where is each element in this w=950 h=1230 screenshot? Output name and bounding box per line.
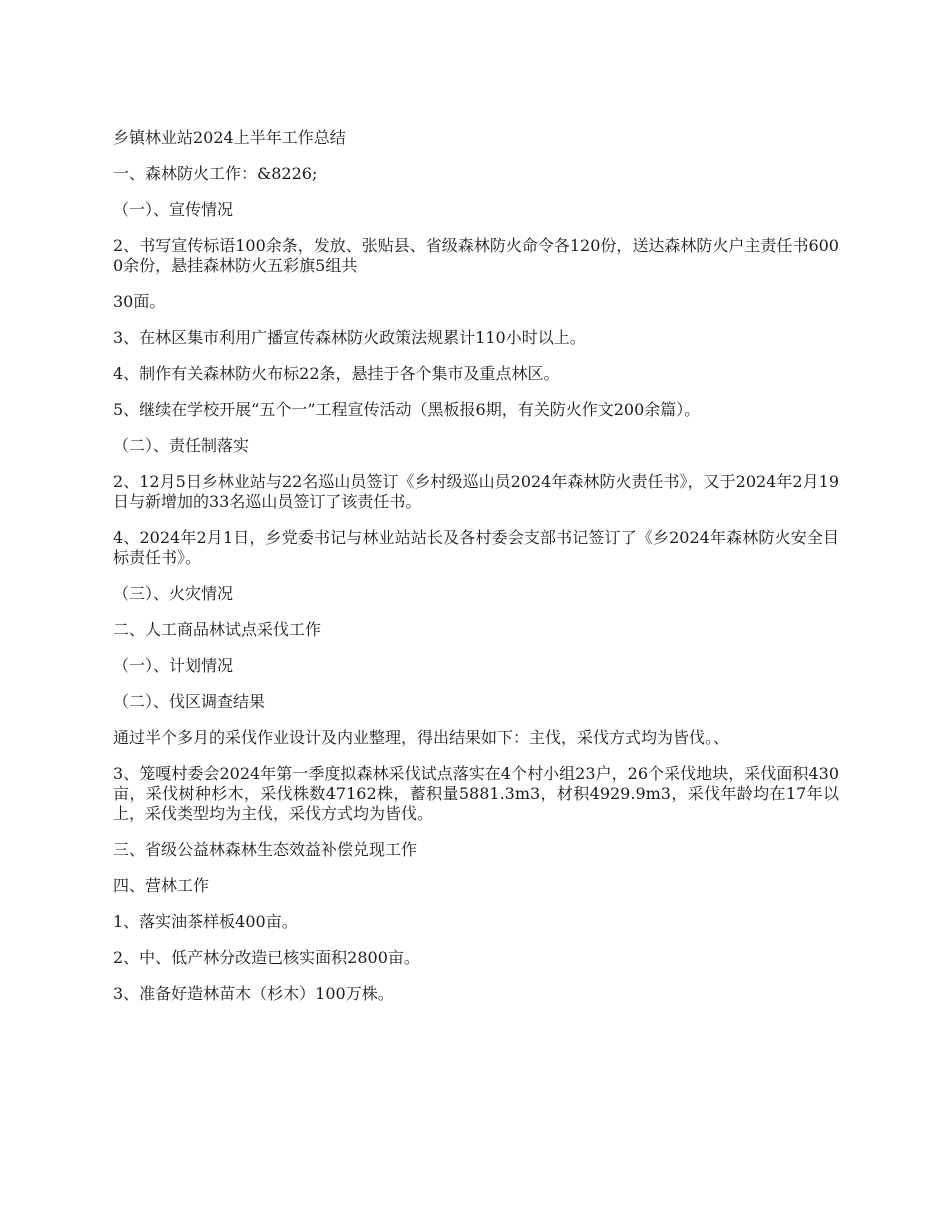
section-heading-logging-pilot: 二、人工商品林试点采伐工作: [113, 620, 322, 639]
subsection-heading-fire-situation: （三）、火灾情况: [113, 584, 234, 603]
paragraph-broadcast: 3、在林区集市利用广播宣传森林防火政策法规累计110小时以上。: [113, 328, 586, 347]
paragraph-logging-details: 3、笼嘎村委会2024年第一季度拟森林采伐试点落实在4个村小组23户，26个采伐地块，采伐面积430亩，采伐树种杉木，采伐株数47162株，蓄积量5881.3m3，材积4929.9m3，采伐年龄均在17年以上，采伐类型均为主伐，采伐方式均为皆伐。: [113, 764, 839, 823]
paragraph-survey-summary: 通过半个多月的采伐作业设计及内业整理，得出结果如下：主伐，采伐方式均为皆伐。、: [113, 728, 730, 747]
paragraph-slogans-continued: 30面。: [113, 292, 166, 311]
paragraph-forest-improvement: 2、中、低产林分改造已核实面积2800亩。: [113, 948, 420, 967]
paragraph-target-responsibility: 4、2024年2月1日，乡党委书记与林业站站长及各村委会支部书记签订了《乡2024年森林防火安全目标责任书》。: [113, 528, 839, 567]
subsection-heading-publicity: （一）、宣传情况: [113, 200, 234, 219]
document-body: [113, 128, 839, 1020]
document-title: 乡镇林业站2024上半年工作总结: [113, 128, 346, 147]
paragraph-seedlings: 3、准备好造林苗木（杉木）100万株。: [113, 984, 394, 1003]
paragraph-patrol-contracts: 2、12月5日乡林业站与22名巡山员签订《乡村级巡山员2024年森林防火责任书》，又于2024年2月19日与新增加的33名巡山员签订了该责任书。: [113, 472, 839, 511]
subsection-heading-responsibility: （二）、责任制落实: [113, 436, 250, 455]
subsection-heading-survey-results: （二）、伐区调查结果: [113, 692, 266, 711]
subsection-heading-plan: （一）、计划情况: [113, 656, 234, 675]
paragraph-banners: 4、制作有关森林防火布标22条，悬挂于各个集市及重点林区。: [113, 364, 560, 383]
section-heading-afforestation: 四、营林工作: [113, 876, 210, 895]
paragraph-school-campaign: 5、继续在学校开展“五个一”工程宣传活动（黑板报6期，有关防火作文200余篇）。: [113, 400, 701, 419]
paragraph-slogans: 2、书写宣传标语100余条，发放、张贴县、省级森林防火命令各120份，送达森林防火户主责任书6000余份，悬挂森林防火五彩旗5组共: [113, 236, 839, 275]
section-heading-fire-prevention: 一、森林防火工作：&8226;: [113, 164, 318, 183]
paragraph-oil-tea: 1、落实油茶样板400亩。: [113, 912, 298, 931]
section-heading-ecological-compensation: 三、省级公益林森林生态效益补偿兑现工作: [113, 840, 418, 859]
